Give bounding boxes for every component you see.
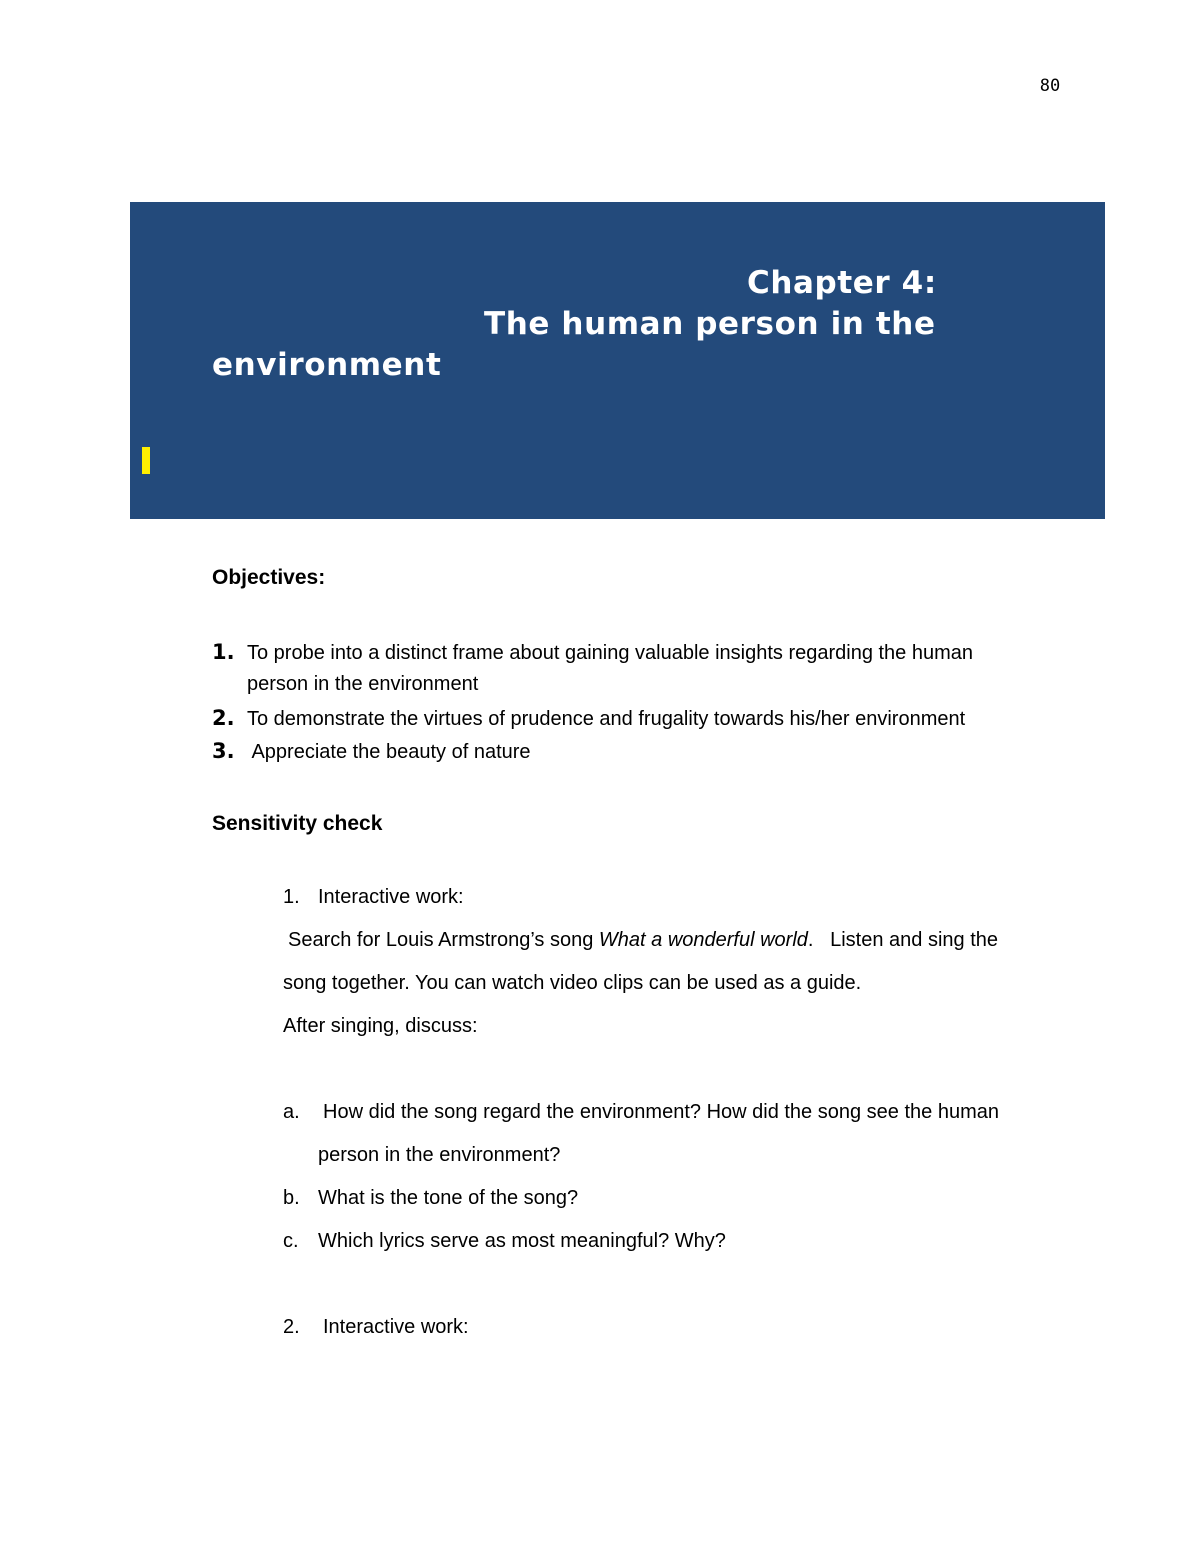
chapter-title-line-3: environment [212, 347, 442, 383]
question-letter-a: a. [283, 1101, 300, 1123]
work-2-label: Interactive work: [323, 1316, 469, 1338]
objective-text: To probe into a distinct frame about gaining valuable insights regarding the human [247, 642, 974, 664]
question-a-continuation: person in the environment? [318, 1144, 561, 1166]
question-c: Which lyrics serve as most meaningful? Why? [318, 1230, 726, 1252]
objective-text: Appreciate the beauty of nature [247, 741, 531, 763]
page-number: 80 [1039, 76, 1061, 96]
work-1-instruction-line-2: song together. You can watch video clips can be used as a guide. [283, 972, 862, 994]
objectives-heading: Objectives: [212, 566, 326, 589]
objective-item-3 [212, 739, 531, 764]
objective-number: 2. [212, 706, 235, 730]
chapter-title-line-2: The human person in the [484, 306, 936, 342]
objective-item-2 [212, 706, 965, 731]
objective-item-1 [212, 640, 973, 665]
objective-number: 3. [212, 739, 235, 763]
objective-item-1-continuation: person in the environment [247, 673, 479, 695]
sensitivity-heading: Sensitivity check [212, 812, 383, 835]
question-letter-c: c. [283, 1230, 299, 1252]
chapter-banner [130, 202, 1105, 519]
objective-text: To demonstrate the virtues of prudence and frugality towards his/her environment [247, 708, 966, 730]
work-1-instruction-line-3: After singing, discuss: [283, 1015, 478, 1037]
question-a: How did the song regard the environment? How did the song see the human [323, 1101, 999, 1123]
question-b: What is the tone of the song? [318, 1187, 579, 1209]
accent-mark [142, 447, 150, 474]
work-2-number: 2. [283, 1316, 300, 1338]
work-1-instruction [288, 929, 998, 952]
song-title: What a wonderful world [598, 929, 808, 951]
work-1-number: 1. [283, 886, 300, 908]
instruction-text: Search for Louis Armstrong’s song [288, 929, 599, 951]
objective-number: 1. [212, 640, 235, 664]
work-1-label: Interactive work: [318, 886, 464, 908]
chapter-title-line-1: Chapter 4: [747, 265, 937, 301]
instruction-text-end: . Listen and sing the [807, 929, 999, 951]
question-letter-b: b. [283, 1187, 300, 1209]
